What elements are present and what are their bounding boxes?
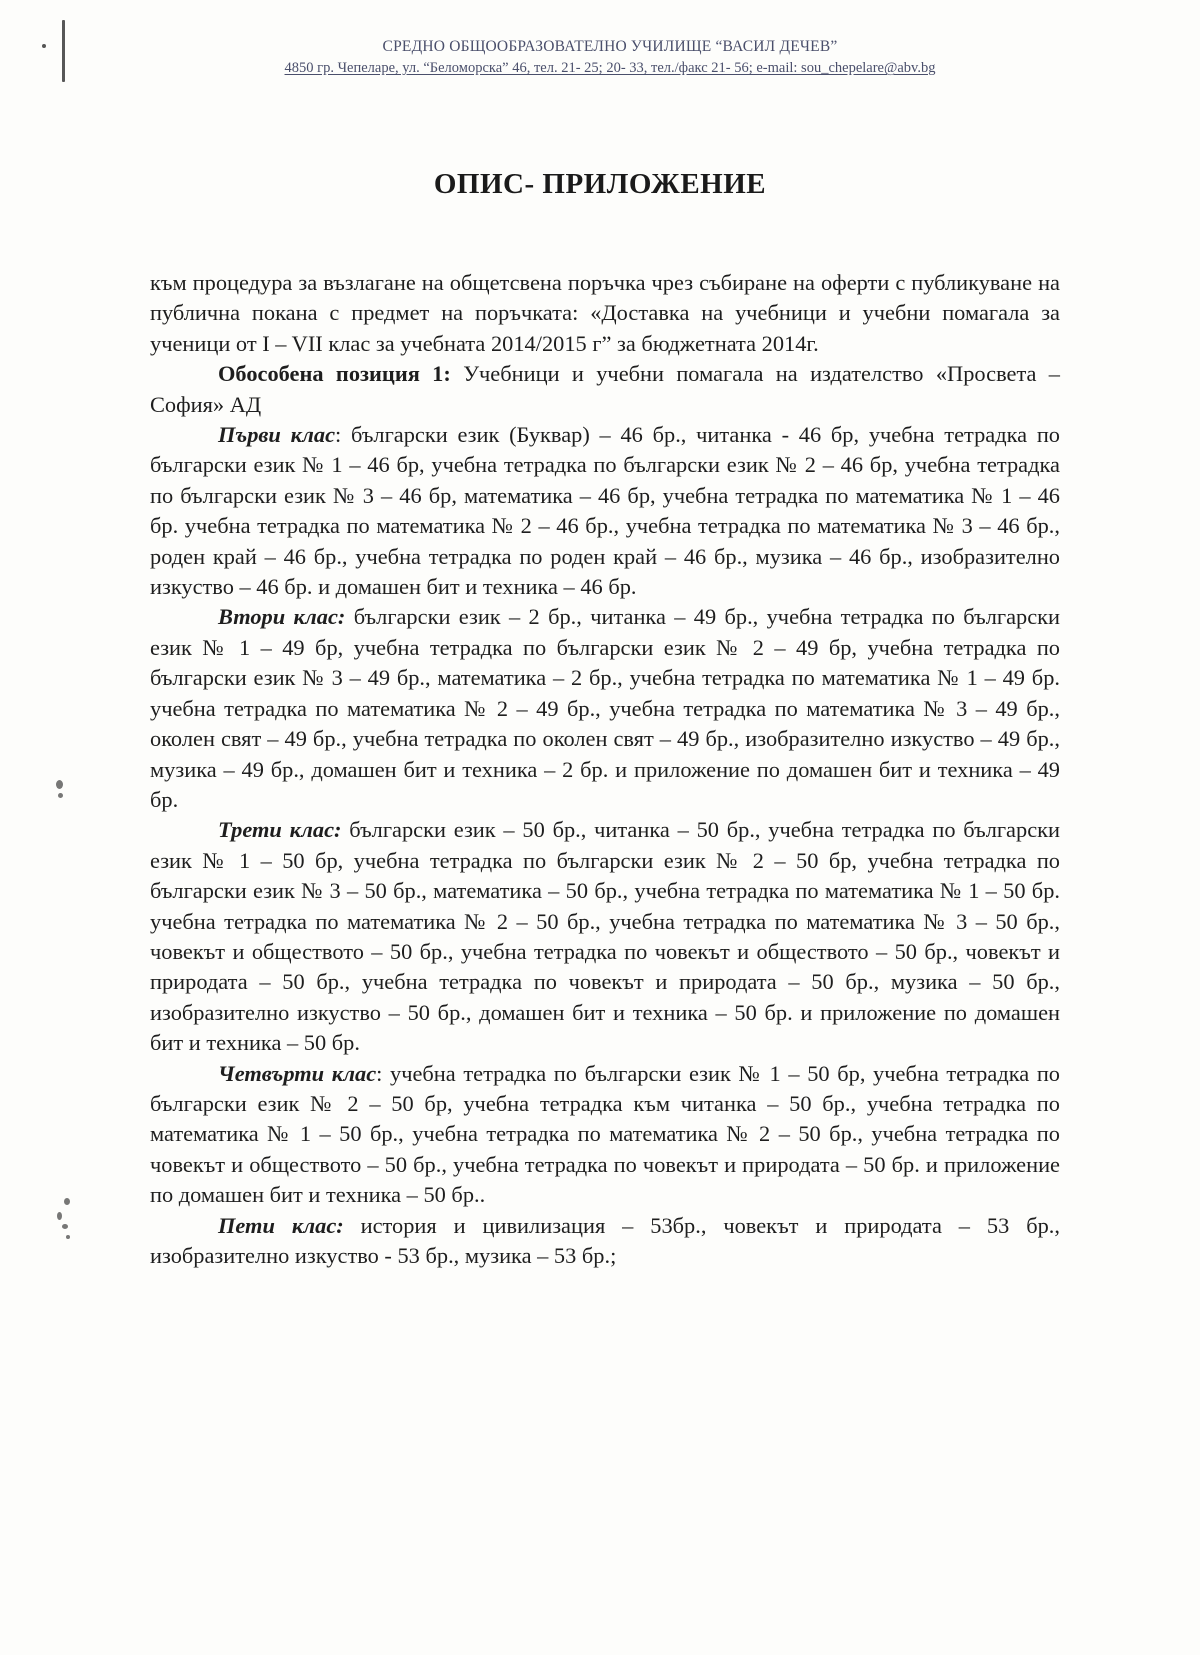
grade-text: български език – 2 бр., читанка – 49 бр., учебна тетрадка по български език № 1 – 49 бр, учебна тетрадка по български език № 2 – 49 бр, учебна тетрадка по български език № 3 – 49 бр., математика – 2 бр., учебна тетрадка по математика № 1 – 49 бр. учебна тетрадка по математика № 2 – 49 бр., учебна тетрадка по математика № 3 – 49 бр., околен свят – 49 бр., учебна тетрадка по околен свят – 49 бр., изобразително изкуство – 49 бр., музика – 49 бр., домашен бит и техника – 2 бр. и приложение по домашен бит и техника – 49 бр.	[150, 604, 1060, 812]
grade-paragraph-1	[150, 420, 1060, 602]
grade-label: Втори клас:	[218, 604, 346, 630]
grade-label: Пети клас:	[218, 1212, 344, 1238]
document-title: ОПИС- ПРИЛОЖЕНИЕ	[433, 168, 767, 200]
scan-speck	[42, 44, 46, 48]
school-address: 4850 гр. Чепеларе, ул. “Беломорска” 46, тел. 21- 25; 20- 33, тел./факс 21- 56; e-mail: sou_chepelare@abv.bg	[284, 60, 936, 76]
letterhead	[130, 36, 1090, 78]
grade-paragraph-4	[150, 1059, 1060, 1211]
intro-paragraph: към процедура за възлагане на общетсвена поръчка чрез събиране на оферти с публикуване на публична покана с предмет на поръчката: «Доставка на учебници и учебни помагала за ученици от I – VII клас за учебната 2014/2015 г” за бюджетната 2014г.	[150, 270, 1060, 356]
scan-speck	[66, 1235, 70, 1239]
scan-speck	[56, 780, 63, 789]
grade-text: : български език (Буквар) – 46 бр., читанка - 46 бр, учебна тетрадка по български език № 1 – 46 бр, учебна тетрадка по български език № 2 – 46 бр, учебна тетрадка по български език № 3 – 46 бр, математика – 46 бр, учебна тетрадка по математика № 1 – 46 бр. учебна тетрадка по математика № 2 – 46 бр., учебна тетрадка по математика № 3 – 46 бр., роден край – 46 бр., учебна тетрадка по роден край – 46 бр., музика – 46 бр., изобразително изкуство – 46 бр. и домашен бит и техника – 46 бр.	[150, 422, 1060, 600]
grade-label: Първи клас	[218, 422, 336, 448]
lot-label: Обособена позиция 1:	[218, 361, 451, 387]
grade-paragraph-2	[150, 602, 1060, 815]
grade-paragraph-3	[150, 815, 1060, 1058]
grade-text: български език – 50 бр., читанка – 50 бр., учебна тетрадка по български език № 1 – 50 бр, учебна тетрадка по български език № 2 – 50 бр, учебна тетрадка по български език № 3 – 50 бр., математика – 50 бр., учебна тетрадка по математика № 1 – 50 бр. учебна тетрадка по математика № 2 – 50 бр., учебна тетрадка по математика № 3 – 50 бр., човекът и обществото – 50 бр., учебна тетрадка по човекът и обществото – 50 бр., човекът и природата – 50 бр., учебна тетрадка по човекът и природата – 50 бр., музика – 50 бр., изобразително изкуство – 50 бр., домашен бит и техника – 50 бр. и приложение по домашен бит и техника – 50 бр.	[150, 817, 1060, 1056]
scan-speck	[58, 793, 63, 798]
grade-label: Четвърти клас	[218, 1060, 377, 1086]
scan-speck	[62, 1224, 68, 1229]
scan-speck	[64, 1198, 70, 1205]
scan-speck	[57, 1212, 62, 1220]
grade-text: история и цивилизация – 53бр., човекът и природата – 53 бр., изобразително изкуство - 53 бр., музика – 53 бр.;	[150, 1212, 1060, 1268]
document-body	[150, 268, 1060, 1271]
binder-mark	[62, 20, 65, 82]
lot-paragraph	[150, 359, 1060, 420]
grade-paragraph-5	[150, 1211, 1060, 1272]
grade-text: : учебна тетрадка по български език № 1 – 50 бр, учебна тетрадка по български език № 2 – 50 бр, учебна тетрадка към читанка – 50 бр., учебна тетрадка по математика № 1 – 50 бр., учебна тетрадка по математика № 2 – 50 бр., учебна тетрадка по човекът и обществото – 50 бр., учебна тетрадка по човекът и природата – 50 бр. и приложение по домашен бит и техника – 50 бр..	[150, 1060, 1061, 1208]
lot-text: Учебници и учебни помагала на издателство «Просвета – София» АД	[150, 361, 1060, 417]
grade-label: Трети клас:	[218, 817, 342, 843]
school-name: СРЕДНО ОБЩООБРАЗОВАТЕЛНО УЧИЛИЩЕ “ВАСИЛ ДЕЧЕВ”	[382, 38, 838, 55]
